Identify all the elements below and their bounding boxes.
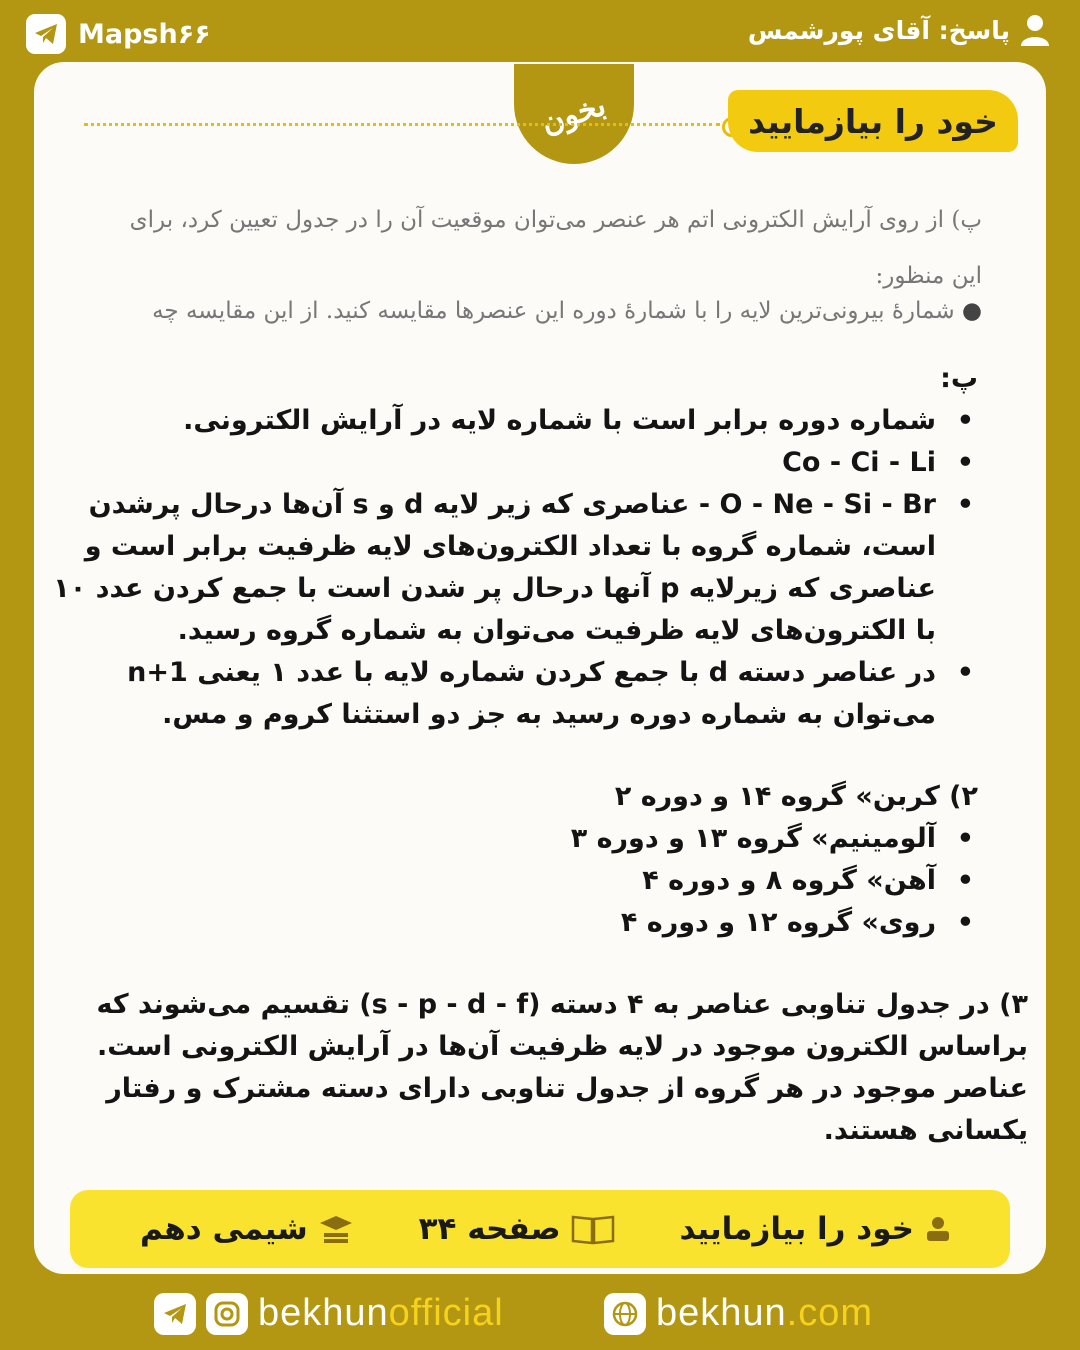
- user-icon: [1020, 14, 1050, 46]
- question-line-1: پ) از روی آرایش الکترونی اتم هر عنصر می‌توان موقعیت آن را در جدول تعیین کرد، برای: [129, 207, 982, 233]
- social-website[interactable]: [604, 1292, 873, 1335]
- part-2-heading: ۲) کربن» گروه ۱۴ و دوره ۲: [614, 781, 978, 812]
- content-card: [34, 62, 1046, 1274]
- telegram-handle[interactable]: [26, 14, 211, 54]
- footer-page: [419, 1211, 615, 1247]
- part-2-item: • آهن» گروه ۸ و دوره ۴: [48, 860, 978, 902]
- teacher-icon: [924, 1215, 952, 1243]
- social-bar: [0, 1282, 1080, 1350]
- title-dotted-line: [84, 123, 720, 126]
- answer-bullets: [48, 400, 978, 736]
- answer-bullet: • در عناصر دسته d با جمع کردن شماره لایه با عدد ۱ یعنی n+1 می‌توان به شماره دوره رسید به جز دو استثنا کروم و مس.: [48, 652, 978, 736]
- question-bullet-text: شمارهٔ بیرونی‌ترین لایه را با شمارهٔ دوره این عنصرها مقایسه کنید. از این مقایسه چه: [152, 298, 955, 324]
- answer-author-text: پاسخ: آقای پورشمس: [747, 15, 1010, 45]
- answer-bullet: • Co - Ci - Li: [48, 442, 978, 484]
- section-title-text: خود را بیازمایید: [748, 101, 998, 141]
- answer-label: پ:: [940, 363, 978, 394]
- telegram-icon: [26, 14, 66, 54]
- brand-logo: [514, 64, 634, 164]
- footer-info: [70, 1190, 1010, 1268]
- footer-subject: [140, 1211, 354, 1247]
- footer-section-text: خود را بیازمایید: [679, 1211, 914, 1247]
- graduation-cap-icon: [318, 1213, 354, 1245]
- book-icon: [571, 1213, 615, 1245]
- social-instagram[interactable]: [154, 1292, 504, 1335]
- channel-handle: Mapsh۶۶: [78, 18, 211, 50]
- top-bar: [0, 0, 1080, 70]
- question-text: [62, 192, 982, 304]
- section-title: [728, 90, 1018, 152]
- question-line-2: این منظور:: [875, 263, 982, 289]
- bullet-icon: ●: [954, 298, 982, 324]
- instagram-icon: [206, 1293, 248, 1335]
- brand-logo-text: بخون: [537, 87, 611, 141]
- answer-bullet: • O - Ne - Si - Br - عناصری که زیر لایه d و s آن‌ها درحال پرشدن است، شماره گروه با تعداد الکترون‌های لایه ظرفیت برابر است و عناصری که زیرلایه p آنها درحال پر شدن است با جمع کردن عدد ۱۰ با الکترون‌های لایه ظرفیت می‌توان به شماره گروه رسید.: [48, 484, 978, 652]
- answer-bullet: • شماره دوره برابر است با شماره لایه در آرایش الکترونی.: [48, 400, 978, 442]
- footer-subject-text: شیمی دهم: [140, 1211, 308, 1247]
- answer-author: [748, 14, 1050, 46]
- part-2-item: • آلومینیم» گروه ۱۳ و دوره ۳: [48, 818, 978, 860]
- part-3-text: ۳) در جدول تناوبی عناصر به ۴ دسته (s - p - d - f) تقسیم می‌شوند که براساس الکترون موجود در لایه ظرفیت آن‌ها در آرایش الکترونی است. عناصر موجود در هر گروه از جدول تناوبی دارای دسته مشترک و رفتار یکسانی هستند.: [96, 989, 1028, 1146]
- globe-icon: [604, 1293, 646, 1335]
- telegram-icon: [154, 1293, 196, 1335]
- footer-page-text: صفحه ۳۴: [418, 1211, 561, 1247]
- footer-section: [679, 1211, 952, 1247]
- part-2-item: • روی» گروه ۱۲ و دوره ۴: [48, 902, 978, 944]
- website-url: bekhun.com: [656, 1292, 874, 1334]
- answer-block: [48, 358, 1028, 1152]
- question-bullet: [62, 298, 982, 324]
- part-2-list: [48, 818, 978, 944]
- instagram-handle: bekhunofficial: [258, 1292, 504, 1334]
